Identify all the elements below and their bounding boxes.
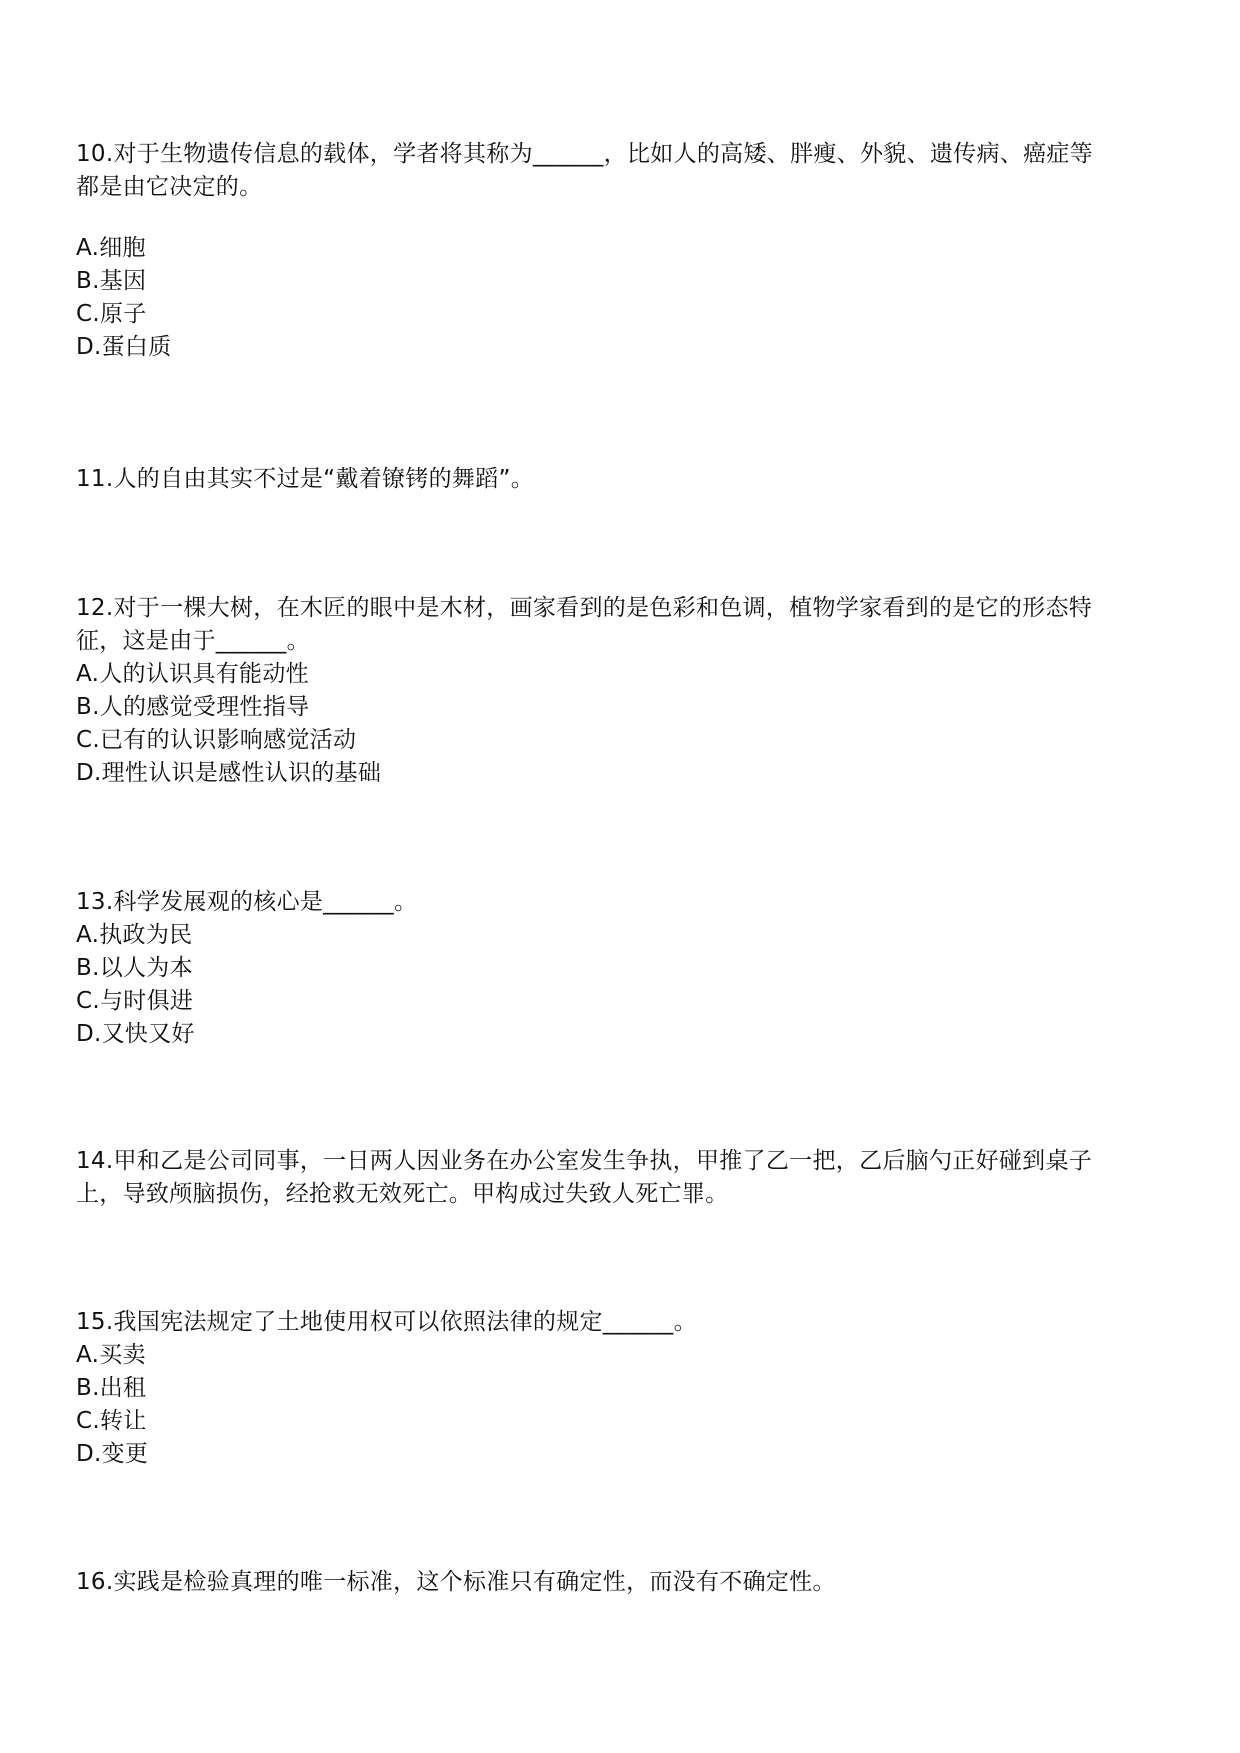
question-10 [76,138,1166,364]
question-16-line-1: 16.实践是检验真理的唯一标准，这个标准只有确定性，而没有不确定性。 [76,1569,836,1595]
question-12-line-1: 12.对于一棵大树，在木匠的眼中是木材，画家看到的是色彩和色调，植物学家看到的是它的形态特 [76,595,1093,621]
question-15-option-b: B.出租 [76,1375,147,1401]
question-10-option-c: C.原子 [76,301,147,327]
question-10-option-a: A.细胞 [76,235,146,261]
question-12-option-b: B.人的感觉受理性指导 [76,694,310,720]
question-12-option-a: A.人的认识具有能动性 [76,661,309,687]
question-13-option-d: D.又快又好 [76,1021,195,1047]
question-15-option-c: C.转让 [76,1408,147,1434]
question-13-option-a: A.执政为民 [76,922,193,948]
question-15 [76,1306,1166,1471]
question-14 [76,1145,1166,1211]
question-12-option-d: D.理性认识是感性认识的基础 [76,760,382,786]
question-13-option-b: B.以人为本 [76,955,193,981]
question-10-option-d: D.蛋白质 [76,334,172,360]
question-13-option-c: C.与时俱进 [76,988,194,1014]
question-12-line-2: 征，这是由于______。 [76,628,310,654]
question-14-line-2: 上，导致颅脑损伤，经抢救无效死亡。甲构成过失致人死亡罪。 [76,1181,729,1207]
question-15-line-1: 15.我国宪法规定了土地使用权可以依照法律的规定______。 [76,1309,697,1335]
question-15-option-d: D.变更 [76,1441,149,1467]
question-10-line-2: 都是由它决定的。 [76,174,263,200]
question-15-option-a: A.买卖 [76,1342,146,1368]
question-11-line-1: 11.人的自由其实不过是“戴着镣铐的舞蹈”。 [76,466,535,492]
question-11 [76,463,1166,496]
question-12-option-c: C.已有的认识影响感觉活动 [76,727,357,753]
question-10-option-b: B.基因 [76,268,147,294]
question-13-line-1: 13.科学发展观的核心是______。 [76,889,418,915]
question-10-line-1: 10.对于生物遗传信息的载体，学者将其称为______，比如人的高矮、胖瘦、外貌、遗传病、癌症等 [76,141,1093,167]
question-13 [76,886,1166,1051]
question-14-line-1: 14.甲和乙是公司同事，一日两人因业务在办公室发生争执，甲推了乙一把，乙后脑勺正好碰到桌子 [76,1148,1093,1174]
question-12 [76,592,1166,790]
question-16 [76,1566,1166,1599]
